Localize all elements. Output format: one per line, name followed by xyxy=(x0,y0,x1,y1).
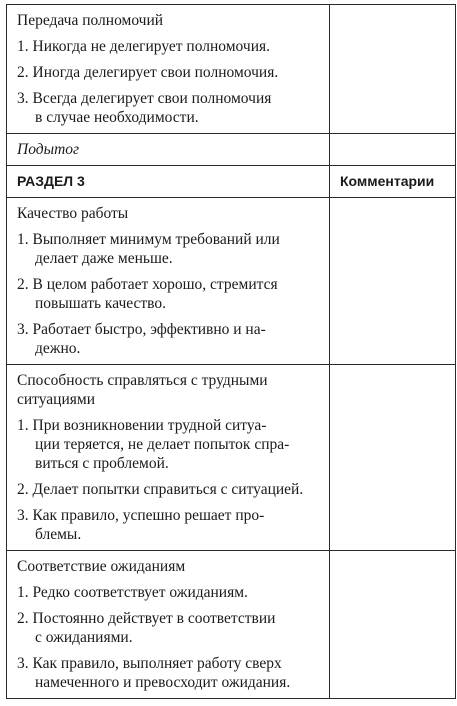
delegation-item-3: 3. Всегда делегирует свои полномочия в случае необходимости. xyxy=(17,90,272,126)
row-subtotal xyxy=(7,134,456,166)
delegation-item-2: 2. Иногда делегирует свои полномочия. xyxy=(17,64,279,81)
row-quality xyxy=(7,198,456,365)
delegation-cell xyxy=(7,5,330,134)
difficulty-item-1: 1. При возникновении трудной ситуа- ции теряется, не делает попыток спра- виться с проблемой. xyxy=(17,417,290,472)
row-section-header xyxy=(7,166,456,198)
quality-item-1: 1. Выполняет минимум требований или делает даже меньше. xyxy=(17,231,280,267)
delegation-comment-cell[interactable] xyxy=(330,5,456,134)
row-difficulty xyxy=(7,365,456,551)
subtotal-comment-cell[interactable] xyxy=(330,134,456,166)
section3-header-cell xyxy=(7,166,330,198)
delegation-title: Передача полномочий xyxy=(17,12,164,29)
difficulty-item-3: 3. Как правило, успешно решает про- блемы. xyxy=(17,507,265,543)
expectations-item-3: 3. Как правило, выполняет работу сверх намеченного и превосходит ожидания. xyxy=(17,655,291,691)
quality-item-2: 2. В целом работает хорошо, стремится повышать качество. xyxy=(17,276,278,312)
quality-cell xyxy=(7,198,330,365)
difficulty-cell xyxy=(7,365,330,551)
subtotal-cell xyxy=(7,134,330,166)
section3-title: РАЗДЕЛ 3 xyxy=(17,173,85,189)
row-expectations xyxy=(7,551,456,699)
difficulty-title: Способность справляться с трудными ситуациями xyxy=(17,372,268,408)
quality-comment-cell[interactable] xyxy=(330,198,456,365)
subtotal-label: Подытог xyxy=(17,141,80,158)
expectations-title: Соответствие ожиданиям xyxy=(17,558,186,575)
comments-header-cell xyxy=(330,166,456,198)
evaluation-form-table xyxy=(6,4,456,699)
difficulty-comment-cell[interactable] xyxy=(330,365,456,551)
difficulty-item-2: 2. Делает попытки справиться с ситуацией. xyxy=(17,481,304,498)
quality-title: Качество работы xyxy=(17,205,129,222)
comments-header: Комментарии xyxy=(340,173,435,189)
expectations-item-2: 2. Постоянно действует в соответствии с ожиданиями. xyxy=(17,610,276,646)
expectations-item-1: 1. Редко соответствует ожиданиям. xyxy=(17,584,248,601)
quality-item-3: 3. Работает быстро, эффективно и на- дежно. xyxy=(17,321,266,357)
row-delegation xyxy=(7,5,456,134)
delegation-item-1: 1. Никогда не делегирует полномочия. xyxy=(17,38,270,55)
expectations-comment-cell[interactable] xyxy=(330,551,456,699)
expectations-cell xyxy=(7,551,330,699)
